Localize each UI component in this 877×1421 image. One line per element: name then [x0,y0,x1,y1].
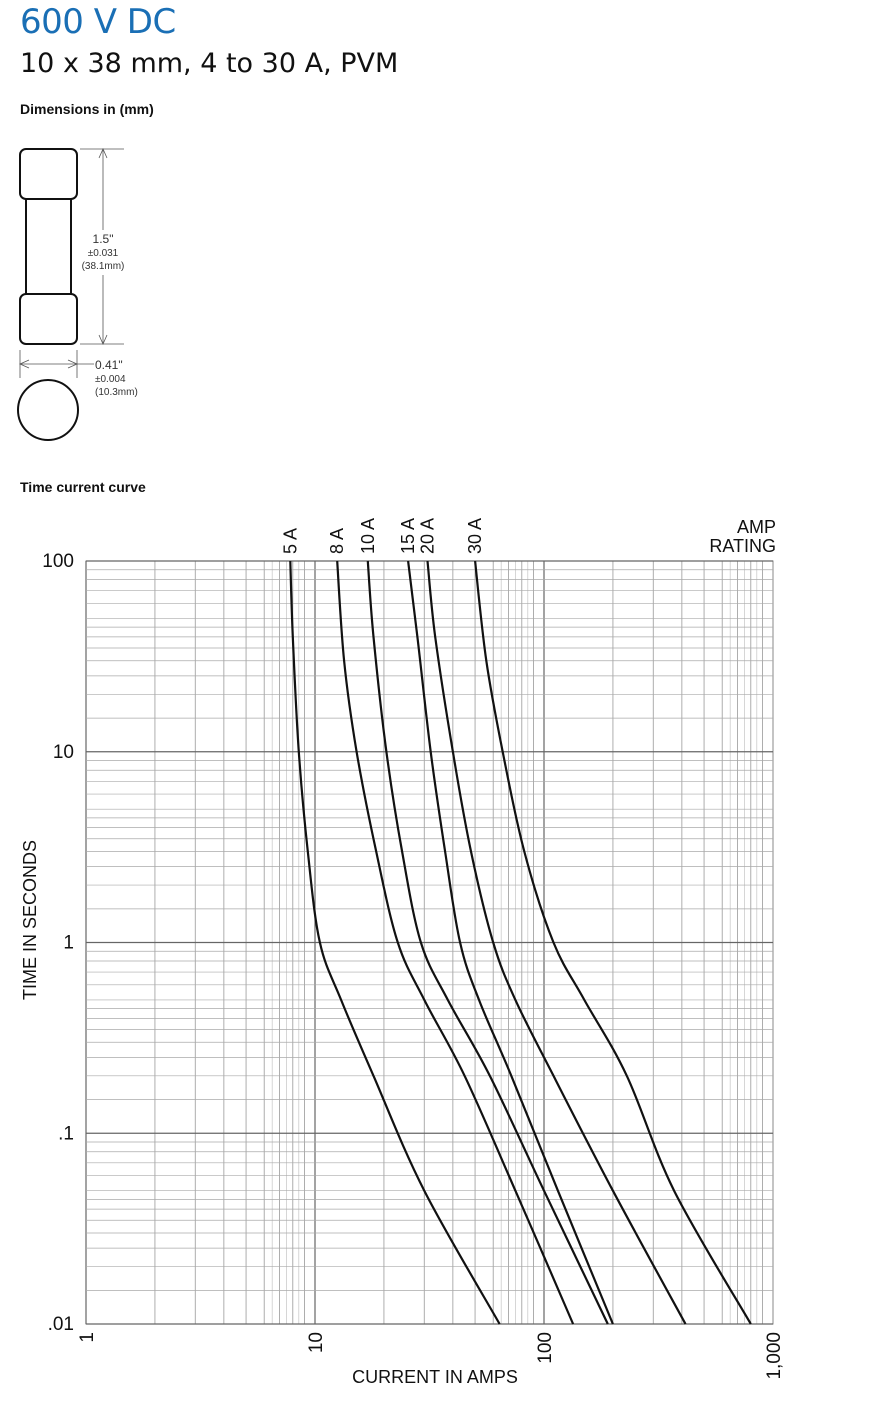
legend-title-line-2: RATING [709,536,776,556]
diameter-metric: (10.3mm) [95,387,138,398]
x-axis-label: CURRENT IN AMPS [352,1367,518,1387]
series-label-5a: 5 A [280,527,301,554]
x-tick-label: 100 [535,1332,556,1364]
curve-8a [337,561,573,1324]
y-tick-label: 10 [52,741,74,763]
page-title: 600 V DC [20,2,176,42]
curve-30a [475,561,751,1324]
legend-title-line-1: AMP [736,517,776,537]
diameter-tolerance: ±0.004 [95,374,126,385]
diameter-value: 0.41" [95,358,123,372]
curve-15a [408,561,613,1324]
y-axis-label: TIME IN SECONDS [20,839,40,1001]
y-tick-label: 100 [42,551,74,572]
series-label-10a: 10 A [357,517,378,554]
dimensions-heading: Dimensions in (mm) [20,101,154,117]
chart-grid [86,561,773,1324]
fuse-body [26,199,71,294]
x-tick-label: 1 [77,1332,98,1343]
plot-frame [86,561,773,1324]
series-label-8a: 8 A [327,527,348,554]
x-tick-label: 1,000 [764,1332,785,1380]
length-metric: (38.1mm) [81,261,125,272]
chart-labels [42,518,785,1380]
curve-10a [368,561,608,1324]
curve-5a [290,561,499,1324]
series-label-20a: 20 A [417,517,438,554]
fuse-top-cap [20,149,77,199]
y-tick-label: 1 [63,932,74,954]
length-value: 1.5" [92,232,114,246]
chart-heading: Time current curve [20,479,146,495]
x-tick-label: 10 [306,1332,327,1354]
y-tick-label: .1 [58,1123,74,1145]
length-tolerance: ±0.031 [87,248,119,259]
series-label-15a: 15 A [398,517,419,554]
curve-20a [428,561,686,1324]
chart-curves [290,561,751,1324]
page-subtitle: 10 x 38 mm, 4 to 30 A, PVM [20,48,399,79]
y-tick-label: .01 [47,1314,74,1335]
series-label-30a: 30 A [465,517,486,554]
fuse-bottom-cap [20,294,77,344]
fuse-end-view [18,380,78,440]
